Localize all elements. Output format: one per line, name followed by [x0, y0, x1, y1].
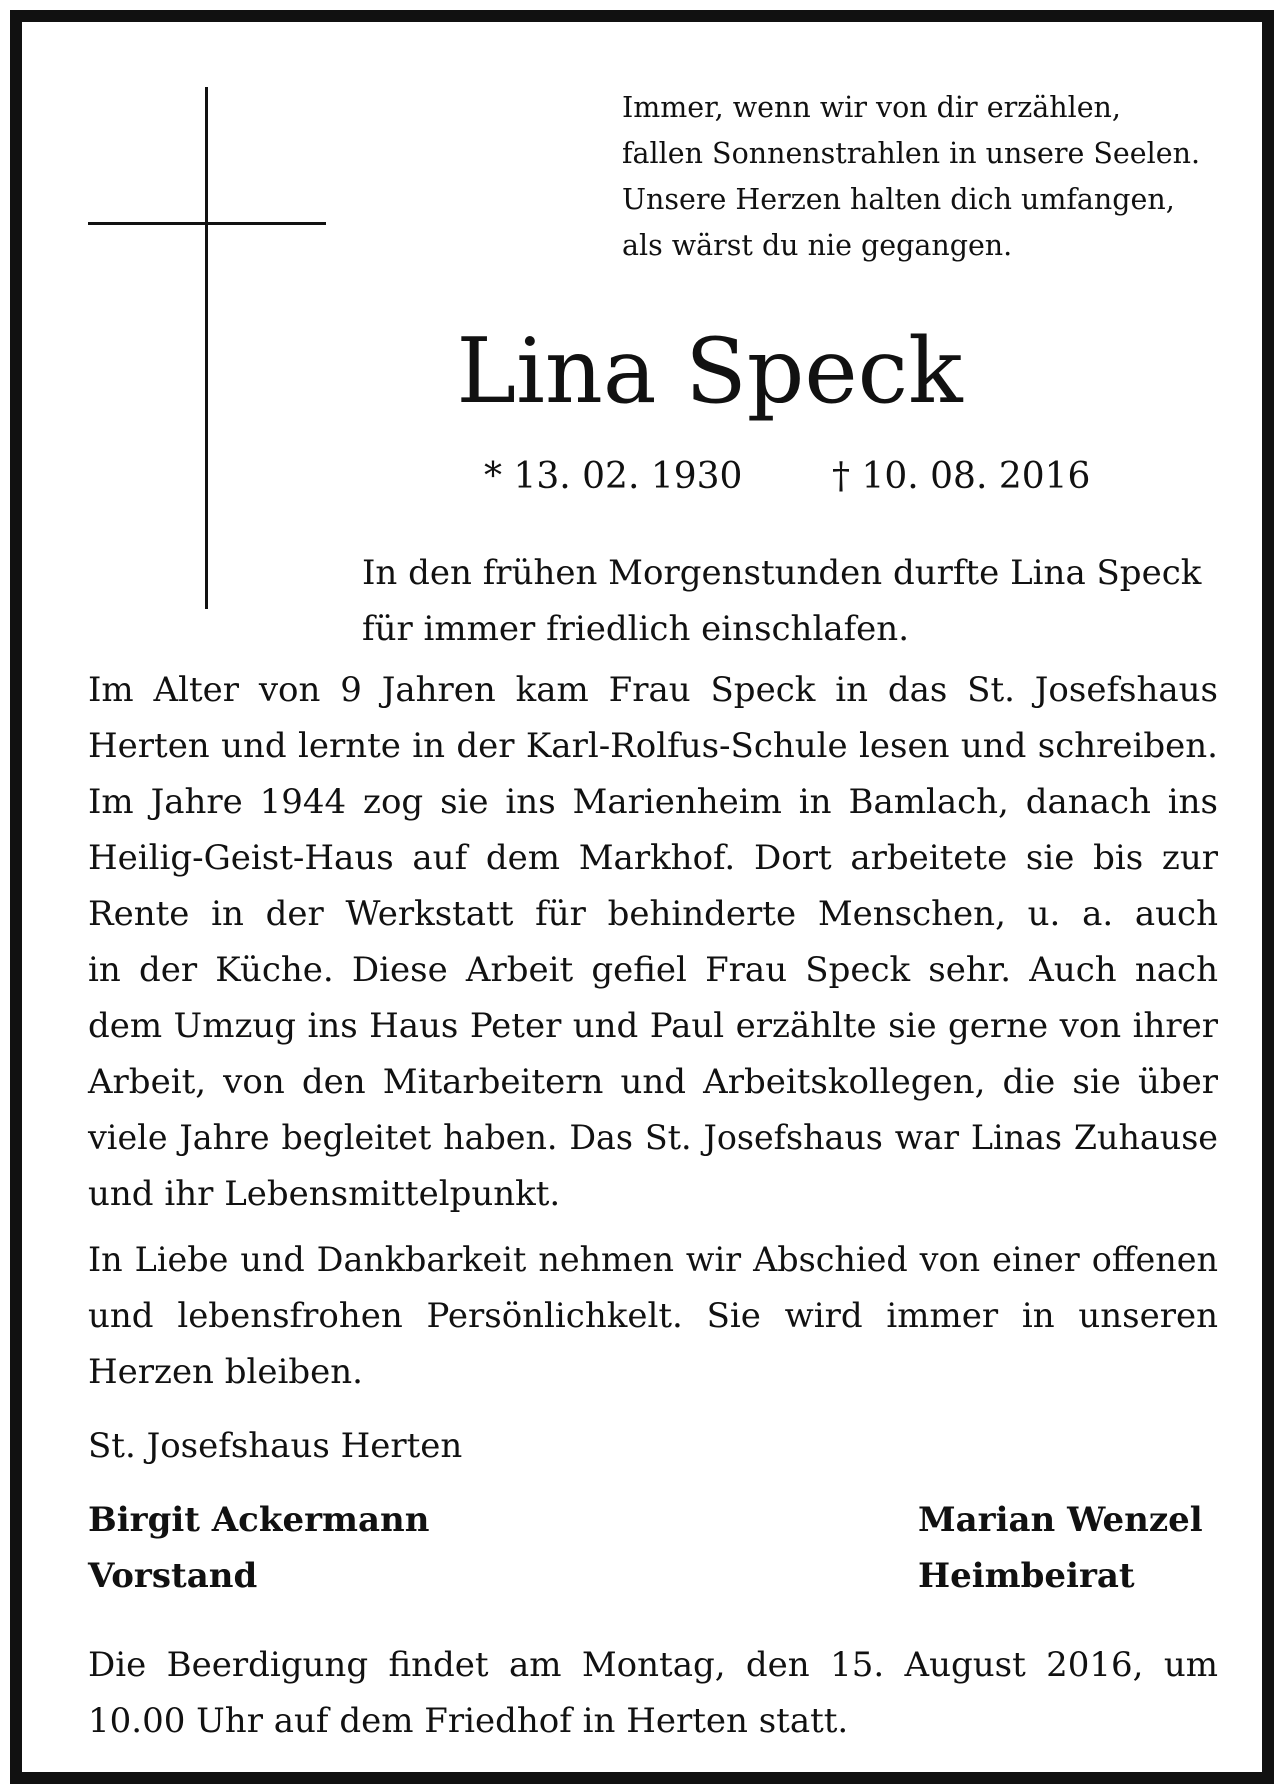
signatory-left	[88, 1492, 429, 1604]
biography-line: Im Alter von 9 Jahren kam Frau Speck in das St. Josefshaus	[88, 670, 1218, 710]
funeral-notice	[88, 1637, 1218, 1749]
poem-line: Unsere Herzen halten dich umfangen,	[622, 183, 1175, 216]
farewell-line: In Liebe und Dankbarkeit nehmen wir Abschied von einer offenen	[88, 1240, 1218, 1279]
farewell-line: Herzen bleiben.	[88, 1352, 363, 1392]
funeral-line: 10.00 Uhr auf dem Friedhof in Herten statt.	[88, 1701, 849, 1741]
intro-text	[362, 545, 1232, 657]
organization-name: St. Josefshaus Herten	[88, 1426, 463, 1466]
biography-line: Heilig-Geist-Haus auf dem Markhof. Dort arbeitete sie bis zur	[88, 838, 1218, 878]
funeral-line: Die Beerdigung findet am Montag, den 15. August 2016, um	[88, 1645, 1218, 1685]
biography-line: Herten und lernte in der Karl-Rolfus-Schule lesen und schreiben.	[88, 726, 1218, 766]
poem-line: als wärst du nie gegangen.	[622, 229, 1013, 262]
deceased-name: Lina Speck	[456, 319, 963, 424]
intro-line: für immer friedlich einschlafen.	[362, 609, 910, 649]
signatory-name: Birgit Ackermann	[88, 1500, 430, 1540]
farewell-line: und lebensfrohen Persönlichkelt. Sie wird immer in unseren	[88, 1296, 1218, 1336]
poem	[622, 85, 1242, 269]
signatory-right	[918, 1492, 1203, 1604]
signatory-name: Marian Wenzel	[918, 1500, 1203, 1540]
biography-line: und ihr Lebensmittelpunkt.	[88, 1174, 561, 1214]
cross-icon-horizontal	[88, 222, 326, 225]
biography-line: Im Jahre 1944 zog sie ins Marienheim in Bamlach, danach ins	[88, 782, 1218, 822]
signatory-role: Heimbeirat	[918, 1556, 1135, 1596]
obituary-frame	[10, 10, 1274, 1784]
intro-line: In den frühen Morgenstunden durfte Lina Speck	[362, 553, 1202, 593]
signatory-role: Vorstand	[88, 1556, 258, 1596]
biography-line: in der Küche. Diese Arbeit gefiel Frau Speck sehr. Auch nach	[88, 950, 1218, 990]
biography-line: dem Umzug ins Haus Peter und Paul erzählte sie gerne von ihrer	[88, 1006, 1218, 1046]
biography-line: Arbeit, von den Mitarbeitern und Arbeitskollegen, die sie über	[88, 1062, 1218, 1102]
poem-line: fallen Sonnenstrahlen in unsere Seelen.	[622, 137, 1201, 170]
biography-line: viele Jahre begleitet haben. Das St. Josefshaus war Linas Zuhause	[88, 1118, 1218, 1157]
biography-line: Rente in der Werkstatt für behinderte Menschen, u. a. auch	[88, 894, 1218, 934]
birth-date: * 13. 02. 1930	[484, 456, 743, 497]
death-date: † 10. 08. 2016	[832, 456, 1091, 497]
poem-line: Immer, wenn wir von dir erzählen,	[622, 91, 1121, 124]
farewell-paragraph	[88, 1232, 1218, 1400]
cross-icon-vertical	[205, 87, 208, 609]
biography-paragraph	[88, 662, 1218, 1222]
